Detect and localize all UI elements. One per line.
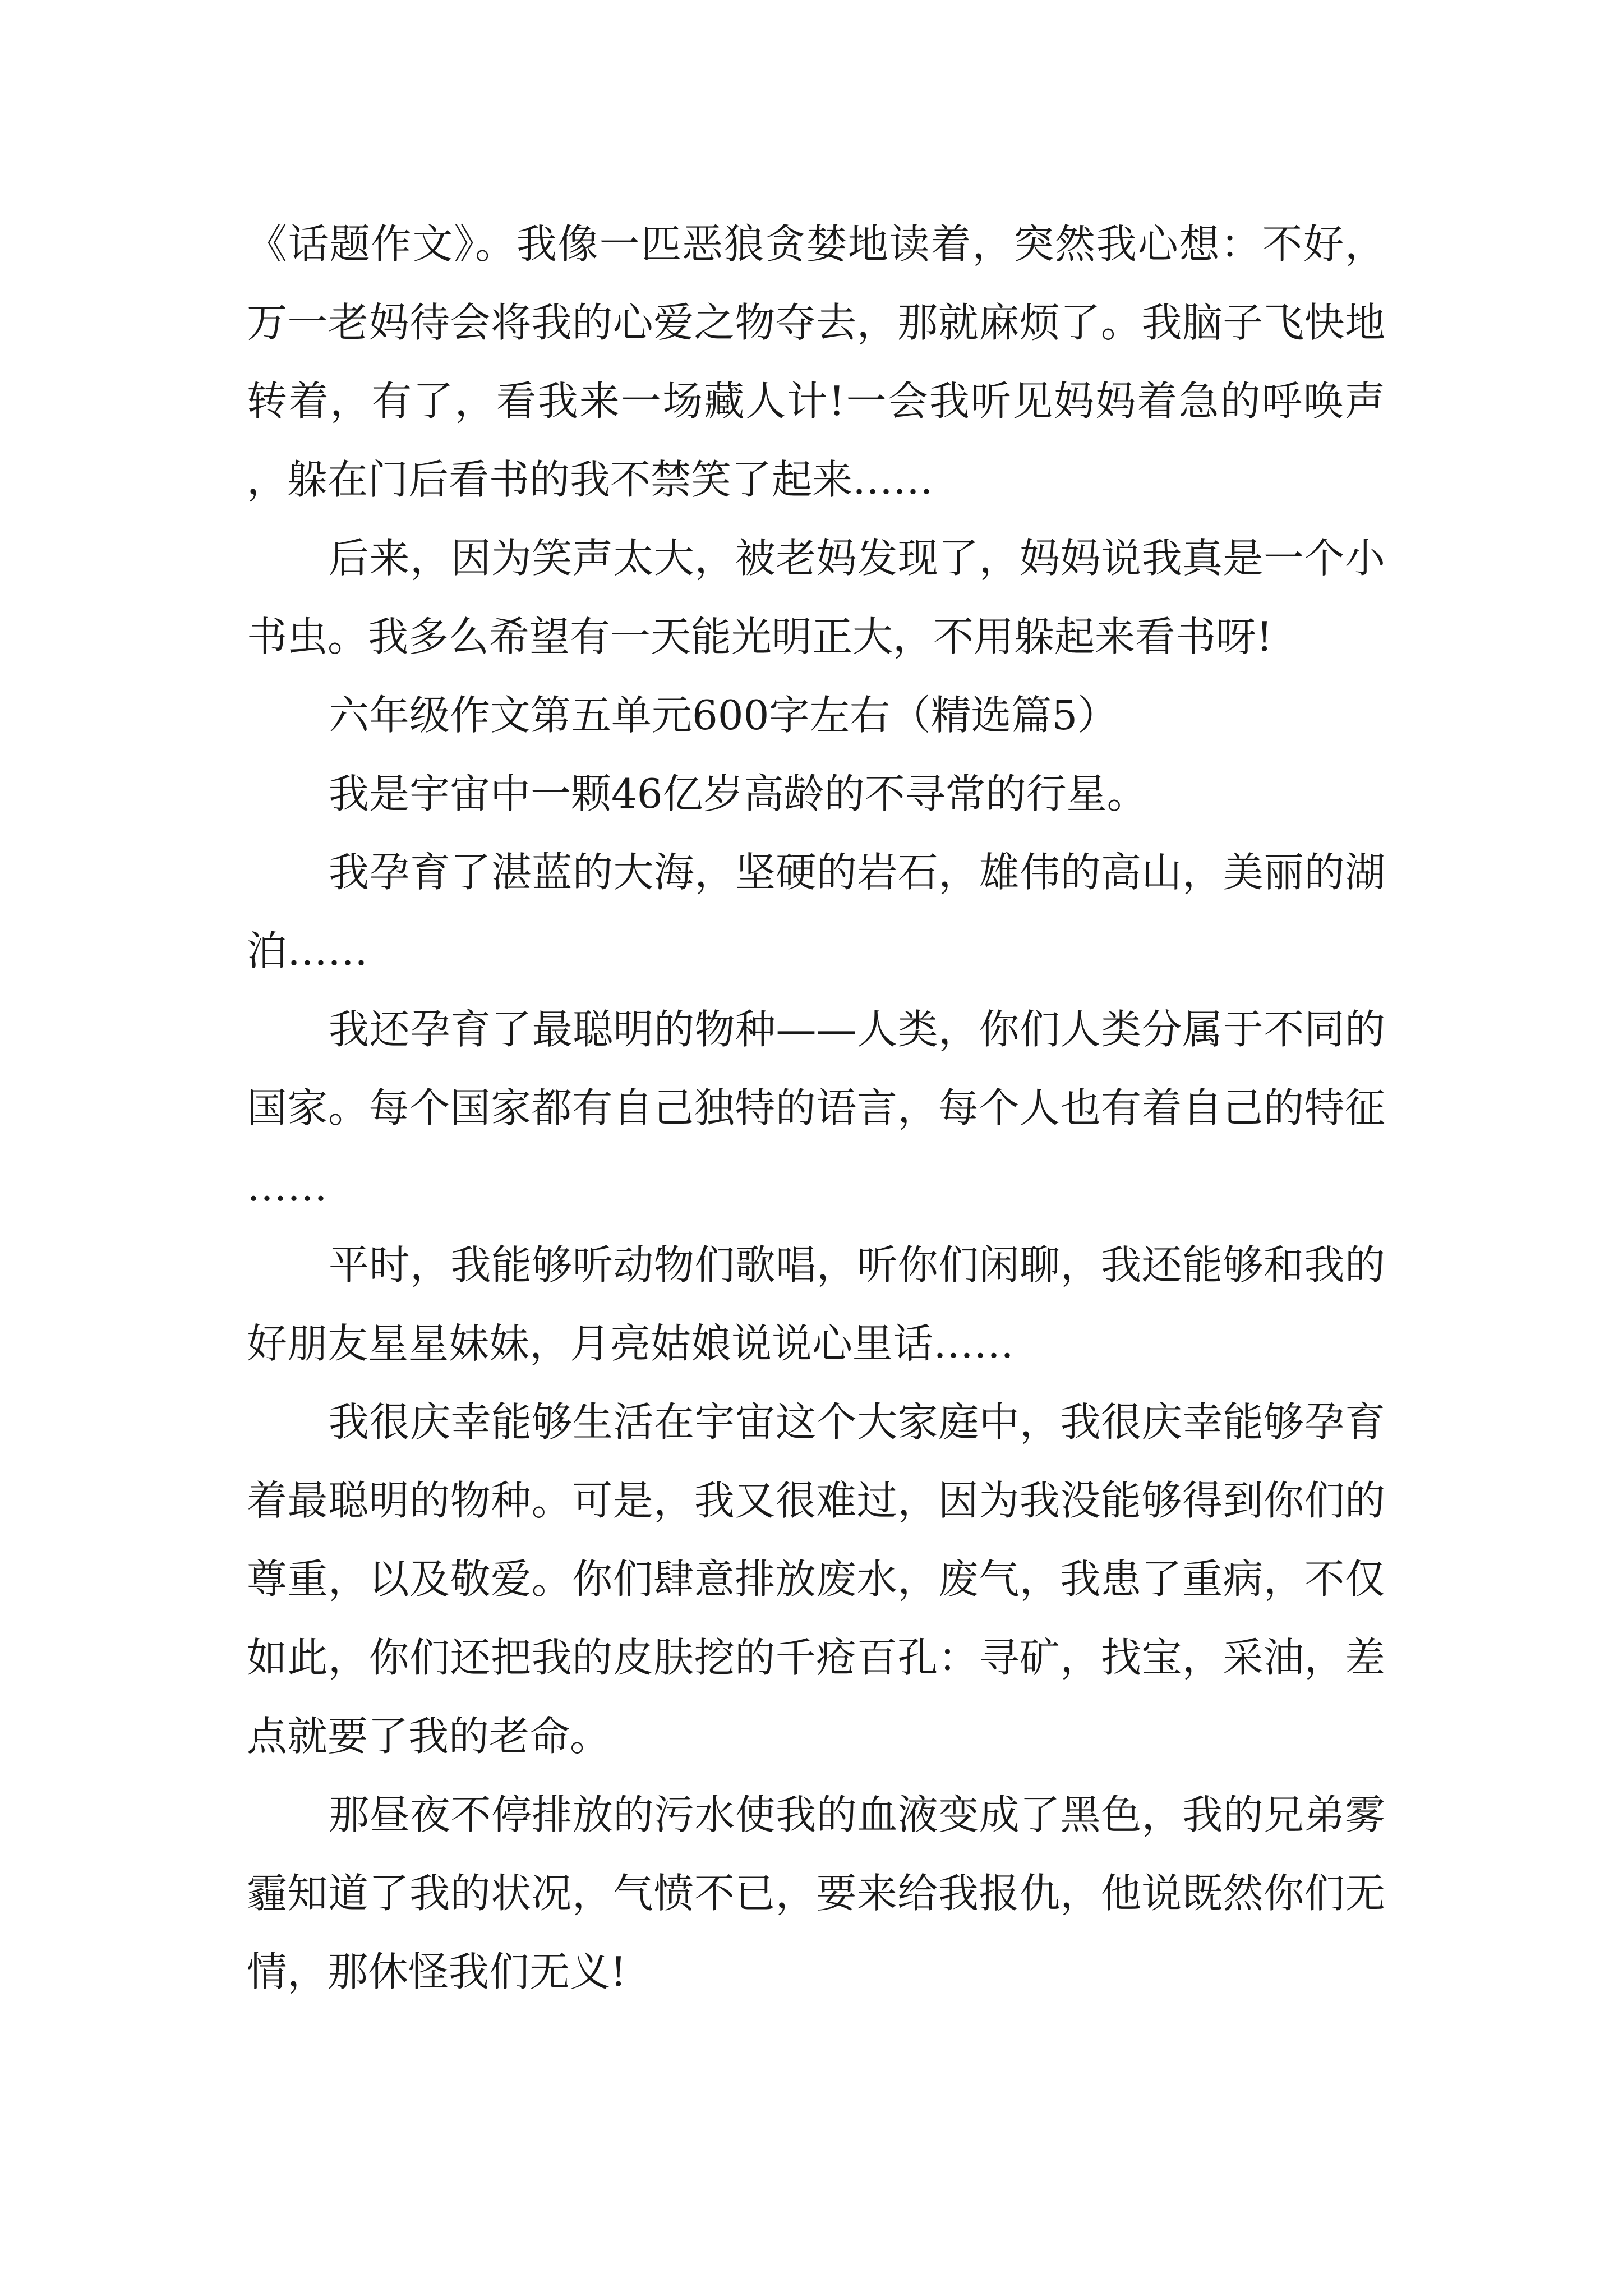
section-heading: 六年级作文第五单元600字左右（精选篇5）: [329, 692, 1118, 739]
document-body: [247, 205, 1385, 2011]
paragraph: 我很庆幸能够生活在宇宙这个大家庭中，我很庆幸能够孕育着最聪明的物种。可是，我又很难过，因为我没能够得到你们的尊重，以及敬爱。你们肆意排放废水，废气，我患了重病，不仅如此，你们还把我的皮肤挖的千疮百孔：寻矿，找宝，采油，差点就要了我的老命。: [247, 1398, 1385, 1760]
paragraph-continued: 《话题作文》。我像一匹恶狼贪婪地读着，突然我心想：不好，万一老妈待会将我的心爱之物夺去，那就麻烦了。我脑子飞快地转着，有了，看我来一场藏人计!一会我听见妈妈着急的呼唤声，躲在门后看书的我不禁笑了起来……: [247, 220, 1385, 503]
paragraph: 那昼夜不停排放的污水使我的血液变成了黑色，我的兄弟雾霾知道了我的状况，气愤不已，要来给我报仇，他说既然你们无情，那休怪我们无义!: [247, 1791, 1385, 1995]
paragraph: 平时，我能够听动物们歌唱，听你们闲聊，我还能够和我的好朋友星星妹妹，月亮姑娘说说心里话……: [247, 1241, 1385, 1367]
paragraph: 我是宇宙中一颗46亿岁高龄的不寻常的行星。: [329, 770, 1147, 817]
paragraph: 后来，因为笑声太大，被老妈发现了，妈妈说我真是一个小书虫。我多么希望有一天能光明正大，不用躲起来看书呀!: [247, 535, 1385, 660]
paragraph: 我还孕育了最聪明的物种——人类，你们人类分属于不同的国家。每个国家都有自己独特的语言，每个人也有着自己的特征……: [247, 1006, 1385, 1210]
paragraph: 我孕育了湛蓝的大海，坚硬的岩石，雄伟的高山，美丽的湖泊……: [247, 849, 1385, 974]
